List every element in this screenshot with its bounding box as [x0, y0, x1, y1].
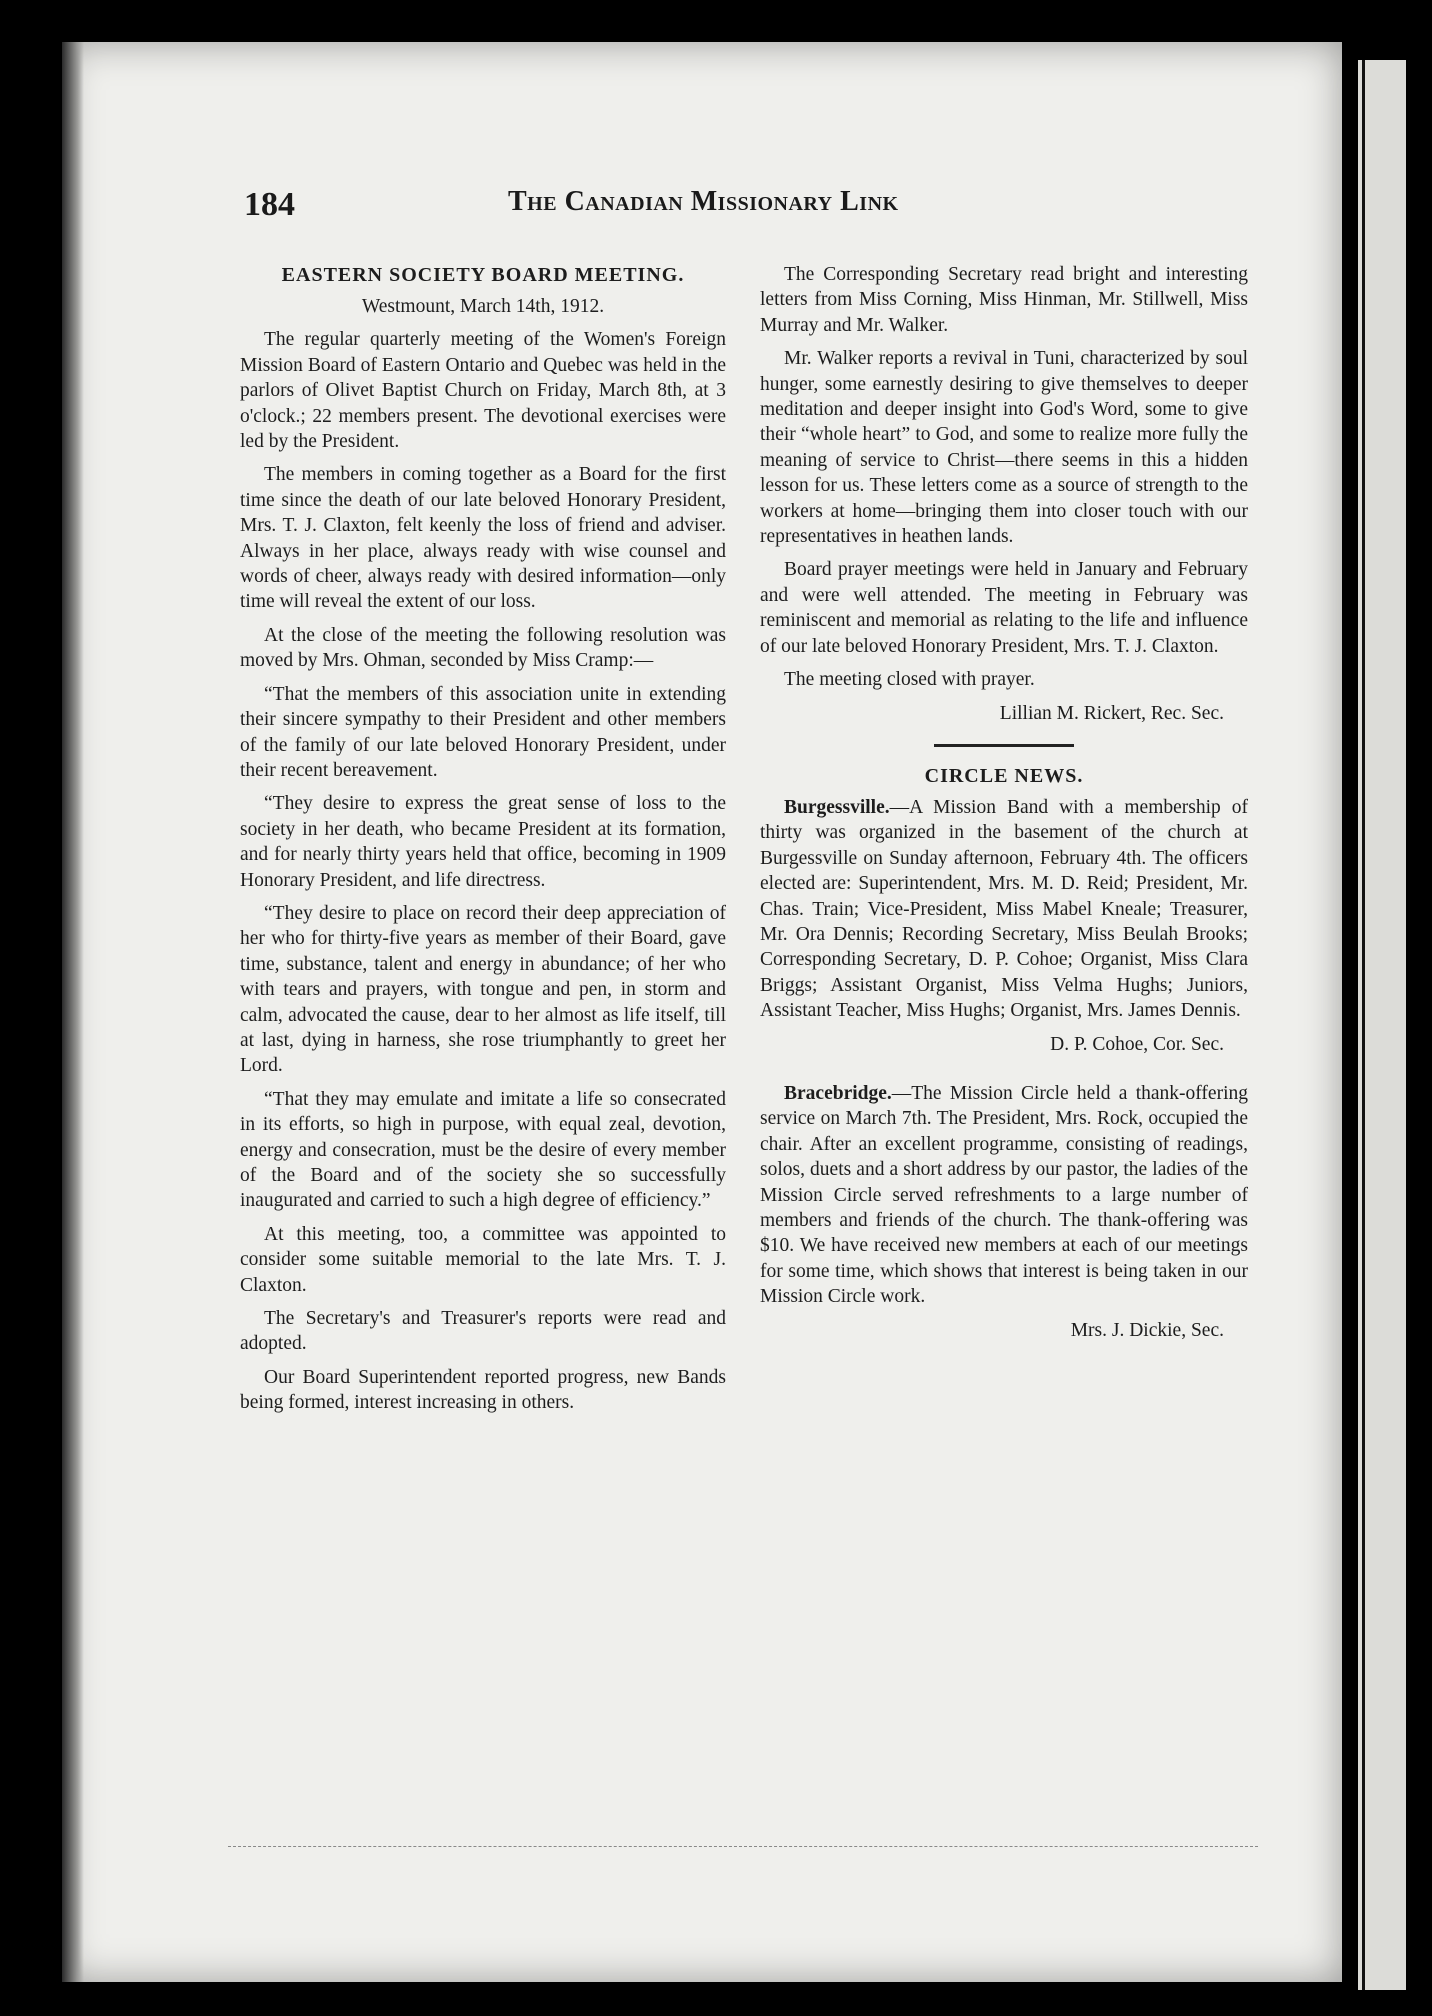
paragraph: The meeting closed with prayer.: [784, 669, 1035, 691]
page-gutter-line: [1362, 60, 1365, 1990]
news-text: —A Mission Band with a membership of thirty was organized in the basement of the church at Burgessville on Sunday afternoon, February 4th. The officers elected are: Superintendent, Mrs. M. D. Reid; President, Mr. Chas. Train; Vice-President, Miss Mabel Kneale; Treasurer, Mr. Ora Dennis; Recording Secretary, Miss Beulah Brooks; Corresponding Secretary, D. P. Cohoe; Organist, Miss Clara Briggs; Assistant Organist, Miss Velma Hughs; Juniors, Assistant Teacher, Miss Hughs; Organist, Mrs. James Dennis.: [760, 796, 1248, 1022]
adjacent-page-edge: [1358, 60, 1406, 1990]
bottom-rule: [228, 1846, 1258, 1848]
paragraph: Our Board Superintendent reported progress, new Bands being formed, interest increasing in others.: [240, 1366, 726, 1414]
resolution-paragraph: “That they may emulate and imitate a life so consecrated in its efforts, so high in purpose, with equal zeal, devotion, energy and consecration, must be the desire of every member of the Board and of the society she so successfully inaugurated and carried to such a high degree of efficiency.”: [240, 1088, 726, 1212]
resolution-paragraph: “That the members of this association unite in extending their sincere sympathy to their President and other members of the family of our late beloved Honorary President, under their recent bereavement.: [240, 683, 726, 781]
paragraph: The regular quarterly meeting of the Women's Foreign Mission Board of Eastern Ontario and Quebec was held in the parlors of Olivet Baptist Church on Friday, March 8th, at 3 o'clock.; 22 members present. The devotional exercises were led by the President.: [240, 329, 726, 453]
right-column: [760, 262, 1248, 1351]
left-column: [240, 262, 726, 1424]
journal-title: The Canadian Missionary Link: [508, 186, 899, 217]
dateline: Westmount, March 14th, 1912.: [361, 296, 605, 317]
paragraph: Board prayer meetings were held in January and February and were well attended. The meeting in February was reminiscent and memorial as relating to the life and influence of our late beloved Honorary President, Mrs. T. J. Claxton.: [760, 559, 1248, 657]
paragraph: At the close of the meeting the following resolution was moved by Mrs. Ohman, seconded by Miss Cramp:—: [240, 624, 726, 672]
signature: Lillian M. Rickert, Rec. Sec.: [999, 702, 1224, 724]
news-text: —The Mission Circle held a thank-offering service on March 7th. The President, Mrs. Rock, occupied the chair. After an excellent programme, consisting of readings, solos, duets and a short address by our pastor, the ladies of the Mission Circle served refreshments to a large number of members and friends of the church. The thank-offering was $10. We have received new members at each of our meetings for some time, which shows that interest is being taken in our Mission Circle work.: [760, 1082, 1248, 1308]
resolution-paragraph: “They desire to express the great sense of loss to the society in her death, who became President at its formation, and for nearly thirty years held that office, becoming in 1909 Honorary President, and life directress.: [240, 793, 726, 891]
paragraph: The members in coming together as a Board for the first time since the death of our late beloved Honorary President, Mrs. T. J. Claxton, felt keenly the loss of friend and adviser. Always in her place, always ready with wise counsel and words of cheer, always ready with desired information—only time will reveal the extent of our loss.: [240, 464, 726, 613]
resolution-paragraph: “They desire to place on record their deep appreciation of her who for thirty-five years as member of their Board, gave time, substance, talent and energy in abundance; of her who with tears and prayers, with tongue and pen, in storm and calm, advocated the cause, dear to her almost as life itself, till at last, dying in harness, she rose triumphantly to greet her Lord.: [240, 902, 726, 1077]
news-item: [760, 1081, 1248, 1310]
page-number: 184: [244, 186, 295, 223]
news-place: Bracebridge.: [784, 1082, 892, 1104]
paragraph: The Secretary's and Treasurer's reports were read and adopted.: [240, 1308, 726, 1355]
news-item: [760, 795, 1248, 1024]
news-place: Burgessville.: [784, 796, 890, 818]
section-divider: [934, 744, 1074, 747]
signature: Mrs. J. Dickie, Sec.: [1070, 1319, 1224, 1341]
section-heading: CIRCLE NEWS.: [924, 764, 1084, 787]
paragraph: At this meeting, too, a committee was appointed to consider some suitable memorial to the late Mrs. T. J. Claxton.: [240, 1223, 726, 1296]
paragraph: The Corresponding Secretary read bright and interesting letters from Miss Corning, Miss Hinman, Mr. Stillwell, Miss Murray and Mr. Walker.: [760, 264, 1248, 336]
paragraph: Mr. Walker reports a revival in Tuni, characterized by soul hunger, some earnestly desiring to give themselves to deeper meditation and deeper insight into God's Word, some to give their “whole heart” to God, and some to realize more fully the meaning of service to Christ—there seems in this a hidden lesson for us. These letters come as a source of strength to the workers at home—bringing them into closer touch with our representatives in heathen lands.: [760, 348, 1248, 548]
signature: D. P. Cohoe, Cor. Sec.: [1050, 1033, 1224, 1055]
article-heading: EASTERN SOCIETY BOARD MEETING.: [281, 264, 685, 286]
